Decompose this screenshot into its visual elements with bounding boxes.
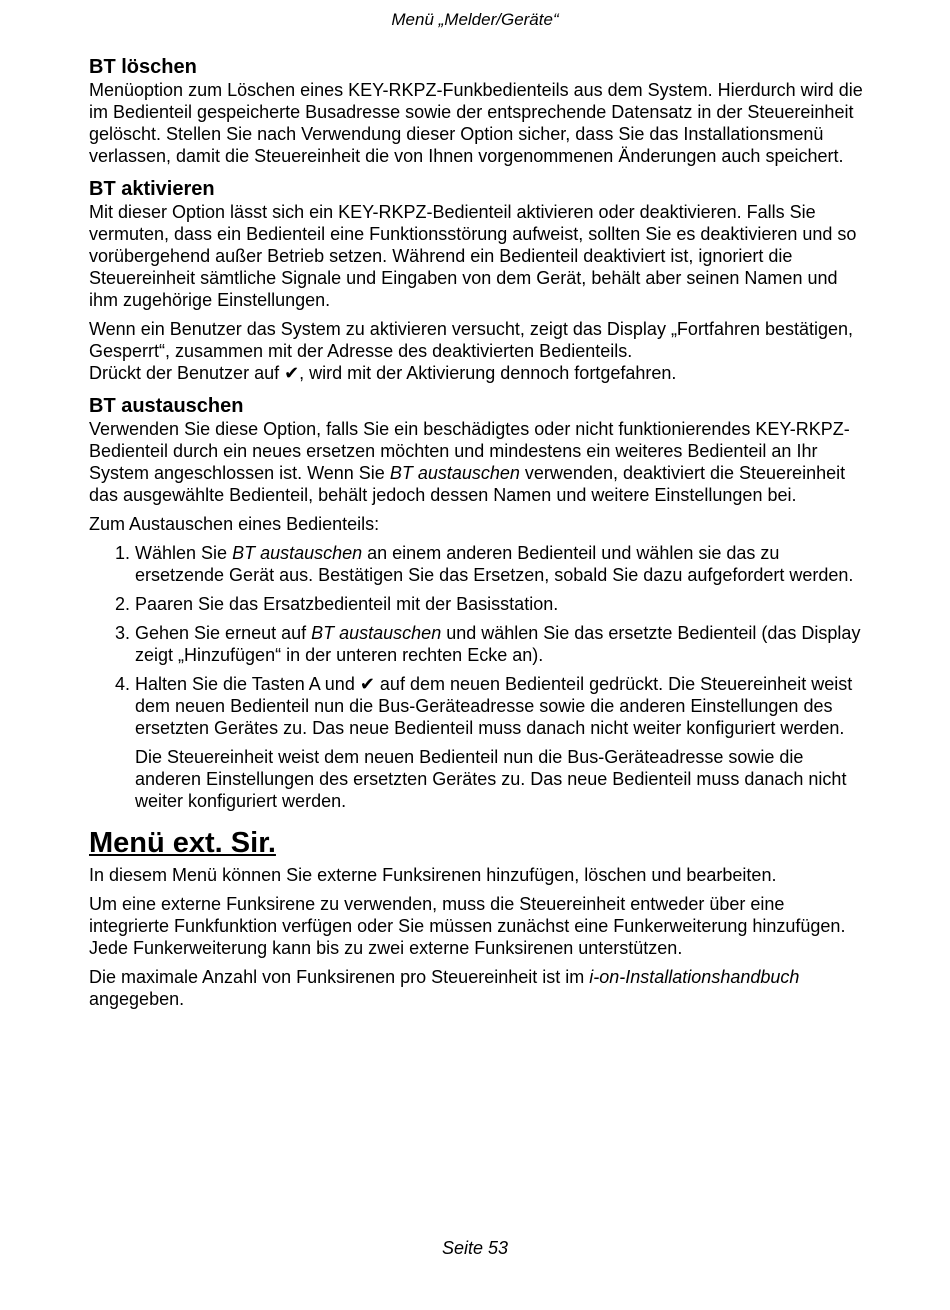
text: Wählen Sie xyxy=(135,543,233,563)
emphasis: BT austauschen xyxy=(389,463,520,483)
emphasis: BT austauschen xyxy=(232,543,363,563)
section-title: BT austauschen xyxy=(89,395,244,417)
section-title: BT aktivieren xyxy=(89,178,215,200)
paragraph: Mit dieser Option lässt sich ein KEY-RKPZ-Bedienteil aktivieren oder deaktivieren. Falls Sie vermuten, dass ein Bedienteil eine Funktionsstörung aufweist, sollten Sie es deaktivieren und so vorübergehend außer Betrieb setzen. Während ein Bedienteil deaktiviert ist, ignoriert die Steuereinheit sämtliche Signale und Eingaben von dem Gerät, behält aber seinen Namen und ihm zugehörige Einstellungen. xyxy=(89,202,857,310)
paragraph: In diesem Menü können Sie externe Funksirenen hinzufügen, löschen und bearbeiten. xyxy=(89,865,777,885)
paragraph xyxy=(89,966,864,1010)
text: verwenden, deaktiviert die Steuereinheit das ausgewählte Bedienteil, behält jedoch dessen Namen und weitere Einstellungen bei. xyxy=(89,463,846,505)
section-bt-loeschen xyxy=(89,55,864,167)
section-bt-austauschen xyxy=(89,394,864,812)
page-header: Menü „Melder/Geräte“ xyxy=(391,10,559,29)
text: Halten Sie die Tasten A und ✔ auf dem neuen Bedienteil gedrückt. Die Steuereinheit weist dem neuen Bedienteil nun die Bus-Geräteadresse sowie die anderen Einstellungen des ersetzten Gerätes zu. Das neue Bedienteil muss danach nicht weiter konfiguriert werden. xyxy=(135,674,853,738)
paragraph: Die Steuereinheit weist dem neuen Bedienteil nun die Bus-Geräteadresse sowie die anderen Einstellungen des ersetzten Gerätes zu. Das neue Bedienteil muss danach nicht weiter konfiguriert werden. xyxy=(135,747,847,811)
paragraph: Zum Austauschen eines Bedienteils: xyxy=(89,514,380,534)
text: Gehen Sie erneut auf xyxy=(135,623,312,643)
emphasis: i-on-Installationshandbuch xyxy=(589,967,800,987)
steps-list xyxy=(89,542,864,812)
paragraph: Wenn ein Benutzer das System zu aktivieren versucht, zeigt das Display „Fortfahren bestätigen, Gesperrt“, zusammen mit der Adresse des deaktivierten Bedienteils. xyxy=(89,319,854,361)
page-footer: Seite 53 xyxy=(441,1238,509,1258)
page-content xyxy=(89,55,864,1017)
menu-title: Menü ext. Sir. xyxy=(89,827,276,859)
emphasis: BT austauschen xyxy=(311,623,442,643)
text: und wählen Sie das ersetzte Bedienteil (das Display zeigt „Hinzufügen“ in der unteren rechten Ecke an). xyxy=(135,623,861,665)
section-bt-aktivieren xyxy=(89,177,864,384)
paragraph: Um eine externe Funksirene zu verwenden, muss die Steuereinheit entweder über eine integrierte Funkfunktion verfügen oder Sie müssen zunächst eine Funkerweiterung hinzufügen. Jede Funkerweiterung kann bis zu zwei externe Funksirenen unterstützen. xyxy=(89,894,846,958)
paragraph xyxy=(89,418,864,506)
list-item xyxy=(135,622,864,666)
paragraph: Drückt der Benutzer auf ✔, wird mit der Aktivierung dennoch fortgefahren. xyxy=(89,363,677,383)
section-title: BT löschen xyxy=(89,56,197,78)
text: Verwenden Sie diese Option, falls Sie ein beschädigtes oder nicht funktionierendes KEY-RKPZ-Bedienteil durch ein neues ersetzen möchten und mindestens ein weiteres Bedienteil an Ihr System angeschlossen ist. Wenn Sie xyxy=(89,419,850,483)
text: Die maximale Anzahl von Funksirenen pro Steuereinheit ist im xyxy=(89,967,590,987)
text: angegeben. xyxy=(89,989,185,1009)
list-item: 2. Paaren Sie das Ersatzbedienteil mit der Basisstation. xyxy=(135,593,864,615)
list-item xyxy=(135,542,864,586)
paragraph: Menüoption zum Löschen eines KEY-RKPZ-Funkbedienteils aus dem System. Hierdurch wird die im Bedienteil gespeicherte Busadresse sowie der entsprechende Datensatz in der Steuereinheit gelöscht. Stellen Sie nach Verwendung dieser Option sicher, dass Sie das Installationsmenü verlassen, damit die Steuereinheit die von Ihnen vorgenommenen Änderungen auch speichert. xyxy=(89,80,863,166)
list-item xyxy=(135,673,864,812)
text: an einem anderen Bedienteil und wählen sie das zu ersetzende Gerät aus. Bestätigen Sie das Ersetzen, sobald Sie dazu aufgefordert werden. xyxy=(135,543,854,585)
